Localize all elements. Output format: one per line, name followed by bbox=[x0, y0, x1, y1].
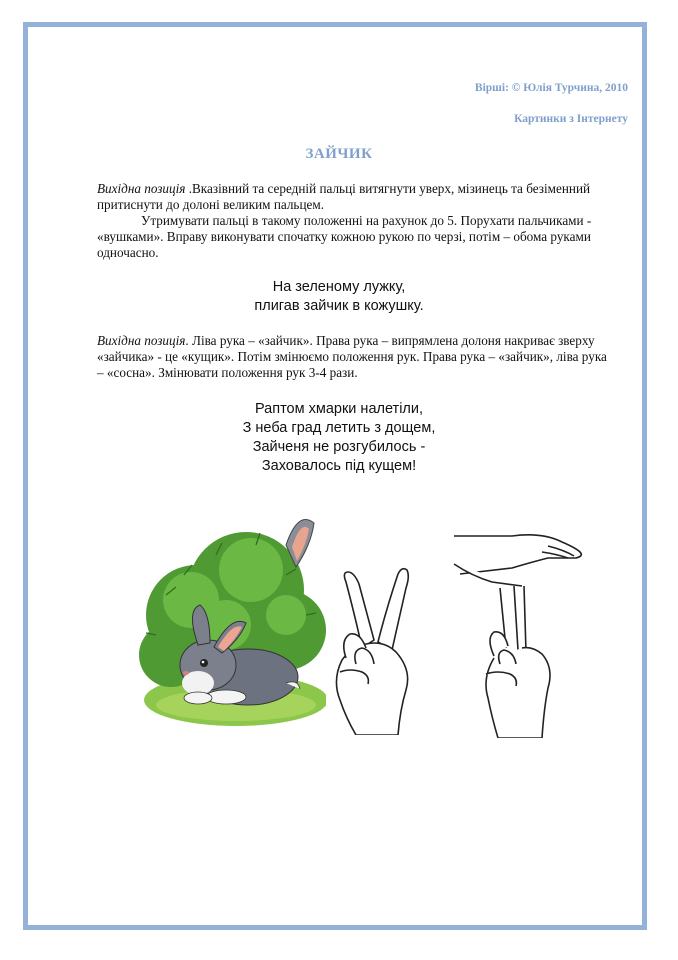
pictures-credit: Картинки з Інтернету bbox=[514, 113, 628, 125]
exercise1-instruction: Утримувати пальці в такому положенні на рахунок до 5. Поруxати пальчиками - «вушками». Вправу виконувати спочатку кожною рукою по черзі, потім – обома руками одночасно. bbox=[97, 213, 592, 260]
exercise1-label: Вихідна позиція bbox=[97, 181, 186, 196]
exercise1-position bbox=[97, 181, 615, 213]
poems-credit: Вірші: © Юлія Турчина, 2010 bbox=[474, 82, 628, 94]
verse-line: Заховалось під кущем! bbox=[261, 458, 417, 474]
exercise2-label: Вихідна позиція bbox=[97, 333, 186, 348]
verse-line: З неба град летить з дощем, bbox=[242, 420, 436, 436]
verse-1 bbox=[0, 278, 678, 316]
exercise2-text: . Ліва рука – «зайчик». Права рука – випрямлена долоня накриває зверху «зайчика» - це «кущик». Потім змінюємо положення рук. Права рука – «зайчик», ліва рука – «сосна». Змінювати положення рук 3-4 рази. bbox=[97, 333, 607, 380]
hand-bunny-gesture-illustration bbox=[326, 560, 416, 735]
verse-line: На зеленому лужку, bbox=[272, 279, 406, 295]
exercise1-text: .Вказівний та середній пальці витягнути уверх, мізинець та безіменний притиснути до долоні великим пальцем. bbox=[97, 181, 591, 212]
verse-line: плигав зайчик в кожушку. bbox=[254, 298, 424, 314]
page-title: ЗАЙЧИК bbox=[305, 146, 373, 162]
verse-2 bbox=[0, 400, 678, 476]
verse-line: Раптом хмарки налетіли, bbox=[254, 401, 424, 417]
bunny-under-bush-illustration bbox=[136, 505, 326, 730]
exercise2-position bbox=[97, 333, 615, 381]
verse-line: Зайченя не розгубилось - bbox=[252, 439, 426, 455]
hands-bush-gesture-illustration bbox=[452, 528, 587, 738]
